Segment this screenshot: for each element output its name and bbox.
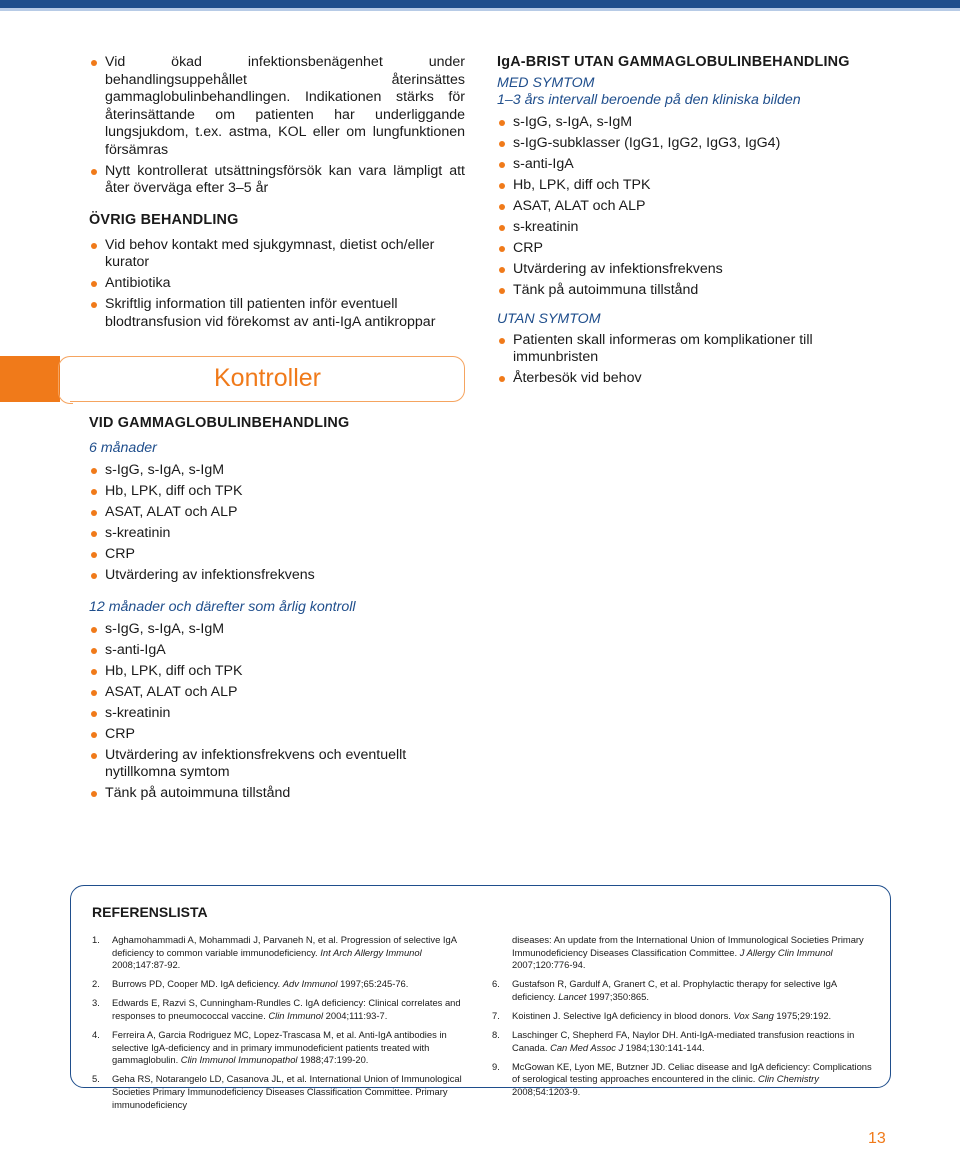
- med-symtom-sub: 1–3 års intervall beroende på den kliniska bilden: [497, 92, 801, 108]
- left-column: [89, 54, 465, 335]
- list-item: s-kreatinin: [89, 525, 465, 543]
- kontroller-title: Kontroller: [214, 364, 321, 392]
- list-item: CRP: [89, 546, 465, 564]
- reference-text: Gustafson R, Gardulf A, Granert C, et al. Prophylactic therapy for selective IgA deficiency.: [512, 978, 837, 1002]
- reference-journal: Clin Immunol Immunopathol: [180, 1054, 298, 1066]
- vid-gammaglobulin-heading: VID GAMMAGLOBULINBEHANDLING: [89, 415, 350, 431]
- reference-item: [92, 978, 470, 991]
- iga-brist-heading: IgA-BRIST UTAN GAMMAGLOBULINBEHANDLING: [497, 54, 850, 70]
- reference-tail: 2007;120:776-94.: [512, 959, 586, 971]
- twelve-months-label: 12 månader och därefter som årlig kontroll: [89, 598, 356, 615]
- list-item: CRP: [89, 726, 465, 744]
- reference-item: [92, 1029, 470, 1067]
- reference-item: [92, 1073, 470, 1111]
- reference-number: 5.: [92, 1073, 100, 1085]
- utan-symtom-list: [497, 332, 877, 388]
- reference-text: Laschinger C, Shepherd FA, Naylor DH. Anti-IgA-mediated transfusion reactions in Canada.: [512, 1029, 855, 1053]
- list-item: Utvärdering av infektionsfrekvens: [497, 261, 877, 279]
- six-months-label: 6 månader: [89, 440, 157, 456]
- list-item: s-IgG-subklasser (IgG1, IgG2, IgG3, IgG4): [497, 135, 877, 153]
- list-item: Vid ökad infektionsbenägenhet under behandlingsuppehållet återinsättes gammaglobulinbehandlingen. Indikationen stärks för återinsättande om patienten har underliggande lungsjukdom, t.ex. astma, KOL eller om lungfunktionen försämras: [89, 54, 465, 159]
- reference-item: [492, 1061, 872, 1099]
- reference-tail: 2008;54:1203-9.: [512, 1085, 581, 1097]
- kontroller-orange-block: [0, 356, 60, 402]
- reference-text: Aghamohammadi A, Mohammadi J, Parvaneh N, et al. Progression of selective IgA deficiency to common variable immunodeficiency.: [112, 934, 457, 958]
- reference-item: [492, 934, 872, 972]
- list-item: ASAT, ALAT och ALP: [497, 198, 877, 216]
- reference-tail: 1997;65:245-76.: [340, 978, 409, 990]
- reference-text: diseases: An update from the International Union of Immunological Societies Primary Immunodeficiency Diseases Classification Committee.: [512, 934, 864, 958]
- six-months-list: [89, 462, 465, 585]
- list-item: Nytt kontrollerat utsättningsförsök kan vara lämpligt att åter överväga efter 3–5 år: [89, 163, 465, 198]
- reference-column-right: [492, 934, 872, 1105]
- ovrig-list: [89, 237, 465, 332]
- reference-tail: 2004;111:93-7.: [325, 1009, 388, 1021]
- header-blue-band: [0, 0, 960, 8]
- reference-text: Edwards E, Razvi S, Cunningham-Rundles C. IgA deficiency: Clinical correlates and responses to pneumococcal vaccine.: [112, 997, 461, 1021]
- reference-tail: 1984;130:141-144.: [625, 1041, 705, 1053]
- list-item: Hb, LPK, diff och TPK: [89, 663, 465, 681]
- list-item: Patienten skall informeras om komplikationer till immunbristen: [497, 332, 877, 367]
- reference-journal: Lancet: [558, 990, 587, 1002]
- reference-journal: Int Arch Allergy Immunol: [320, 946, 422, 958]
- reference-number: 7.: [492, 1009, 500, 1021]
- reference-text: Burrows PD, Cooper MD. IgA deficiency.: [112, 978, 281, 990]
- list-item: s-kreatinin: [89, 705, 465, 723]
- reference-item: [492, 1029, 872, 1054]
- reference-title: REFERENSLISTA: [92, 904, 208, 920]
- reference-journal: Can Med Assoc J: [550, 1041, 624, 1053]
- reference-text: McGowan KE, Lyon ME, Butzner JD. Celiac disease and IgA deficiency: Complications of serological testing approaches encountered in the clinic.: [512, 1060, 872, 1085]
- page-number: 13: [868, 1130, 886, 1147]
- reference-column-left: [92, 934, 470, 1118]
- list-item: Hb, LPK, diff och TPK: [89, 483, 465, 501]
- med-symtom-label: MED SYMTOM: [497, 75, 595, 91]
- reference-item: [92, 934, 470, 972]
- reference-number: 2.: [92, 978, 100, 990]
- reference-number: 1.: [92, 934, 100, 945]
- twelve-months-list: [89, 621, 465, 803]
- reference-journal: Clin Chemistry: [758, 1073, 819, 1085]
- utan-symtom-label: UTAN SYMTOM: [497, 310, 601, 327]
- list-item: ASAT, ALAT och ALP: [89, 504, 465, 522]
- reference-tail: 2008;147:87-92.: [112, 959, 181, 971]
- list-item: s-IgG, s-IgA, s-IgM: [497, 114, 877, 132]
- list-item: CRP: [497, 240, 877, 258]
- top-header-bar: [0, 0, 960, 12]
- list-item: Hb, LPK, diff och TPK: [497, 177, 877, 195]
- list-item: Tänk på autoimmuna tillstånd: [89, 785, 465, 803]
- list-item: Skriftlig information till patienten inför eventuell blodtransfusion vid förekomst av anti-IgA antikroppar: [89, 296, 465, 331]
- reference-text: Koistinen J. Selective IgA deficiency in blood donors.: [512, 1009, 731, 1021]
- list-item: s-kreatinin: [497, 219, 877, 237]
- left-column-lower: [89, 415, 465, 806]
- list-item: s-IgG, s-IgA, s-IgM: [89, 462, 465, 480]
- intro-list: [89, 54, 465, 198]
- list-item: Utvärdering av infektionsfrekvens: [89, 567, 465, 585]
- reference-journal: Vox Sang: [733, 1009, 774, 1021]
- reference-number: 6.: [492, 978, 500, 990]
- reference-text: Ferreira A, Garcia Rodriguez MC, Lopez-Trascasa M, et al. Anti-IgA antibodies in selective IgA-deficiency and in primary immunodeficient patients treated with gammaglobulin.: [112, 1029, 447, 1066]
- right-column: [497, 54, 877, 391]
- reference-number: 9.: [492, 1060, 500, 1072]
- list-item: s-anti-IgA: [497, 156, 877, 174]
- reference-box: [70, 885, 891, 1110]
- reference-item: [492, 1010, 872, 1023]
- list-item: Vid behov kontakt med sjukgymnast, dietist och/eller kurator: [89, 237, 465, 272]
- reference-text: Geha RS, Notarangelo LD, Casanova JL, et al. International Union of Immunological Societies Primary Immunodeficiency Diseases Classification Committee. Primary immunodeficiency: [112, 1073, 462, 1110]
- reference-number: 4.: [92, 1029, 100, 1041]
- reference-item: [92, 997, 470, 1022]
- reference-journal: Clin Immunol: [268, 1009, 324, 1021]
- reference-journal: J Allergy Clin Immunol: [739, 946, 833, 958]
- reference-number: 8.: [492, 1029, 500, 1041]
- reference-item: [492, 978, 872, 1003]
- reference-tail: 1997;350:865.: [588, 990, 649, 1002]
- reference-tail: 1975;29:192.: [776, 1009, 832, 1021]
- ovrig-heading: ÖVRIG BEHANDLING: [89, 211, 239, 228]
- list-item: Utvärdering av infektionsfrekvens och eventuellt nytillkomna symtom: [89, 747, 465, 782]
- reference-tail: 1988;47:199-20.: [300, 1054, 369, 1066]
- list-item: s-IgG, s-IgA, s-IgM: [89, 621, 465, 639]
- list-item: Återbesök vid behov: [497, 370, 877, 388]
- header-light-band: [0, 8, 960, 11]
- med-symtom-list: [497, 114, 877, 300]
- reference-journal: Adv Immunol: [282, 978, 338, 990]
- list-item: Antibiotika: [89, 275, 465, 293]
- list-item: ASAT, ALAT och ALP: [89, 684, 465, 702]
- list-item: s-anti-IgA: [89, 642, 465, 660]
- list-item: Tänk på autoimmuna tillstånd: [497, 282, 877, 300]
- kontroller-banner: [0, 356, 465, 402]
- reference-number: 3.: [92, 997, 100, 1009]
